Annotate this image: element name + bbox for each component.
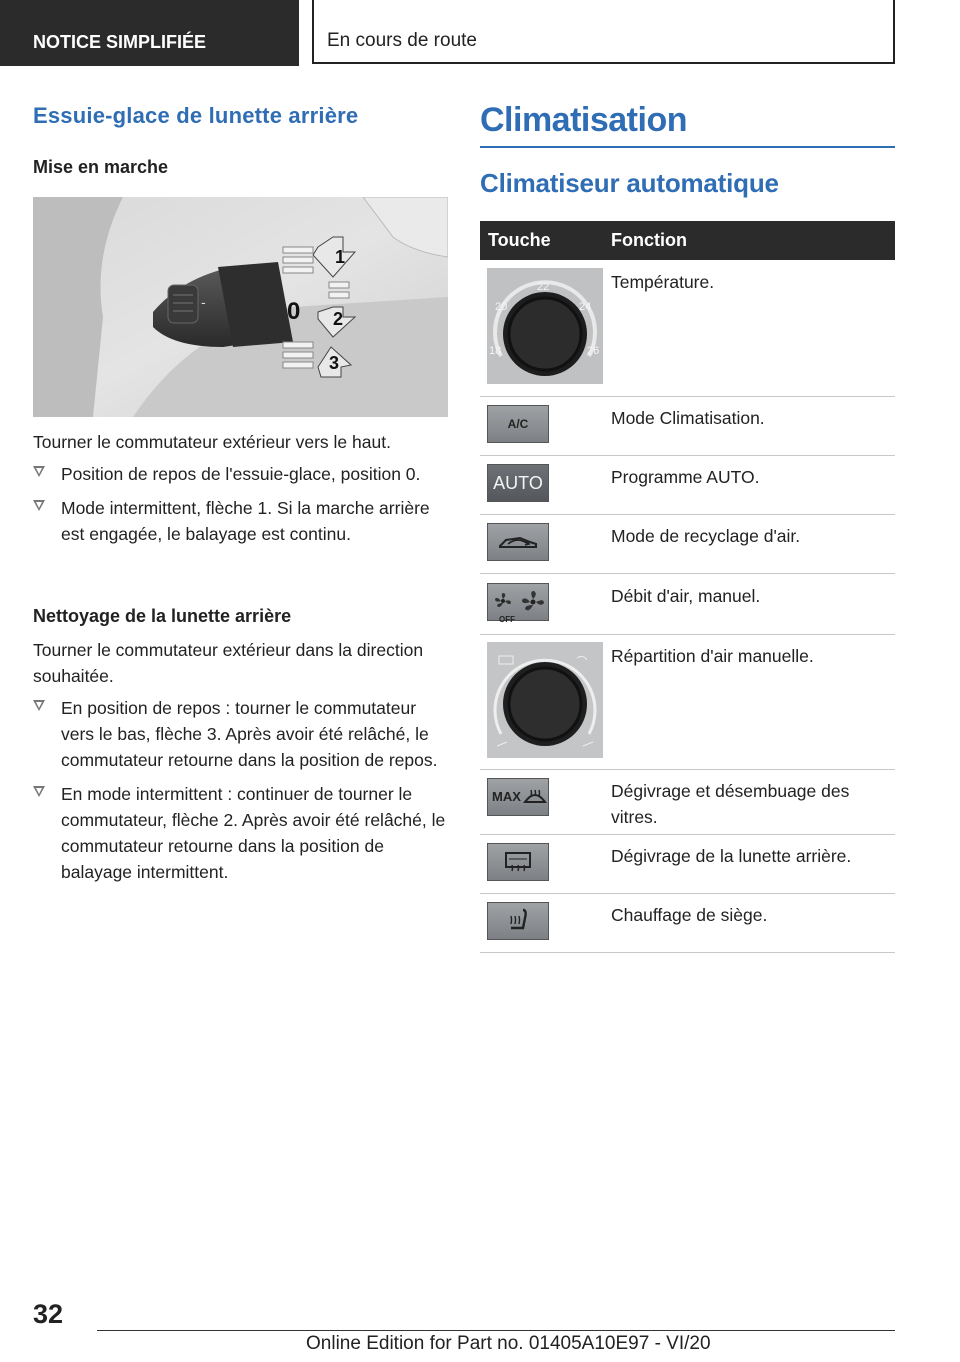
auto-button-icon [487,464,549,502]
dial-label-24: 24 [579,301,592,313]
footer-edition: Online Edition for Part no. 01405A10E97 - VI/20 [306,1333,711,1354]
table-row [480,396,895,456]
figure-label-2: 2 [333,309,344,329]
row-text: Mode de recyclage d'air. [611,526,801,546]
footer-divider [97,1330,895,1331]
row-text: Température. [611,272,715,292]
auto-ac-subtitle: Climatiseur automatique [480,168,779,198]
table-row [480,769,895,835]
table-row [480,893,895,953]
row-text: Mode Climatisation. [611,408,765,428]
row-text: Programme AUTO. [611,467,760,487]
table-row [480,634,895,770]
bullet-triangle-icon [33,466,45,477]
table-row [480,834,895,894]
list-item [33,781,447,885]
dial-label-20: 20 [495,301,508,313]
row-text: Chauffage de siège. [611,905,768,925]
max-defrost-icon [487,778,549,816]
fan-icon [487,583,549,624]
max-label: MAX [492,789,521,804]
wiper-stalk-photo [33,197,448,417]
figure-label-0: 0 [287,298,301,325]
switch-on-subtitle: Mise en marche [33,157,169,177]
cleaning-list [33,695,447,893]
list-item-text: En position de repos : tourner le commutateur vers le bas, flèche 3. Après avoir été relâché, le commutateur retourne dans la position de repos. [61,698,438,770]
bullet-triangle-icon [33,700,45,711]
list-item [33,461,447,487]
climatisation-title: Climatisation [480,100,895,148]
air-distribution-dial-icon [487,642,603,758]
figure-label-3: 3 [329,353,340,373]
header-section-tab [0,0,299,66]
fan-off-label: OFF [499,615,515,624]
table-row [480,574,895,635]
row-text: Dégivrage de la lunette arrière. [611,846,852,866]
table-row [480,260,895,397]
header-section-label: NOTICE SIMPLIFIÉE [33,32,207,52]
switch-on-list [33,461,447,555]
recirculation-icon [487,523,549,561]
table-header [480,221,895,260]
figure-label-1: 1 [335,247,346,267]
cleaning-subtitle: Nettoyage de la lunette arrière [33,606,292,626]
header-chapter-tab [312,0,895,64]
list-item-text: Mode intermittent, flèche 1. Si la marche arrière est engagée, le balayage est continu. [61,498,430,544]
header-chapter-label: En cours de route [327,30,477,51]
rear-wiper-title: Essuie-glace de lunette arrière [33,103,359,128]
seat-heating-icon [487,902,549,940]
list-item-text: En mode intermittent : continuer de tourner le commutateur, flèche 2. Après avoir été relâché, le commutateur retourne dans la position de balayage intermittent. [61,784,446,882]
dial-label-26: 26 [587,345,600,357]
ac-button-label: A/C [487,405,549,443]
bullet-triangle-icon [33,786,45,797]
list-item [33,495,447,547]
page-number: 32 [33,1299,64,1329]
column-header-touche: Touche [488,230,551,250]
row-text: Répartition d'air manuelle. [611,646,814,666]
cleaning-instruction: Tourner le commutateur extérieur dans la direction souhaitée. [33,640,424,686]
row-text: Dégivrage et désembuage des vitres. [611,781,850,827]
switch-on-instruction: Tourner le commutateur extérieur vers le haut. [33,432,391,452]
column-header-fonction: Fonction [611,230,687,250]
bullet-triangle-icon [33,500,45,511]
dial-label-22: 22 [537,281,550,293]
dial-label-18: 18 [489,345,502,357]
stalk-dash: - [201,294,206,310]
temperature-dial-icon [487,268,603,384]
ac-button-icon [487,405,549,443]
row-text: Débit d'air, manuel. [611,586,761,606]
table-row [480,455,895,515]
list-item-text: Position de repos de l'essuie-glace, position 0. [61,464,421,484]
auto-button-label: AUTO [487,464,549,502]
table-row [480,514,895,574]
list-item [33,695,447,773]
rear-defrost-icon [487,843,549,881]
